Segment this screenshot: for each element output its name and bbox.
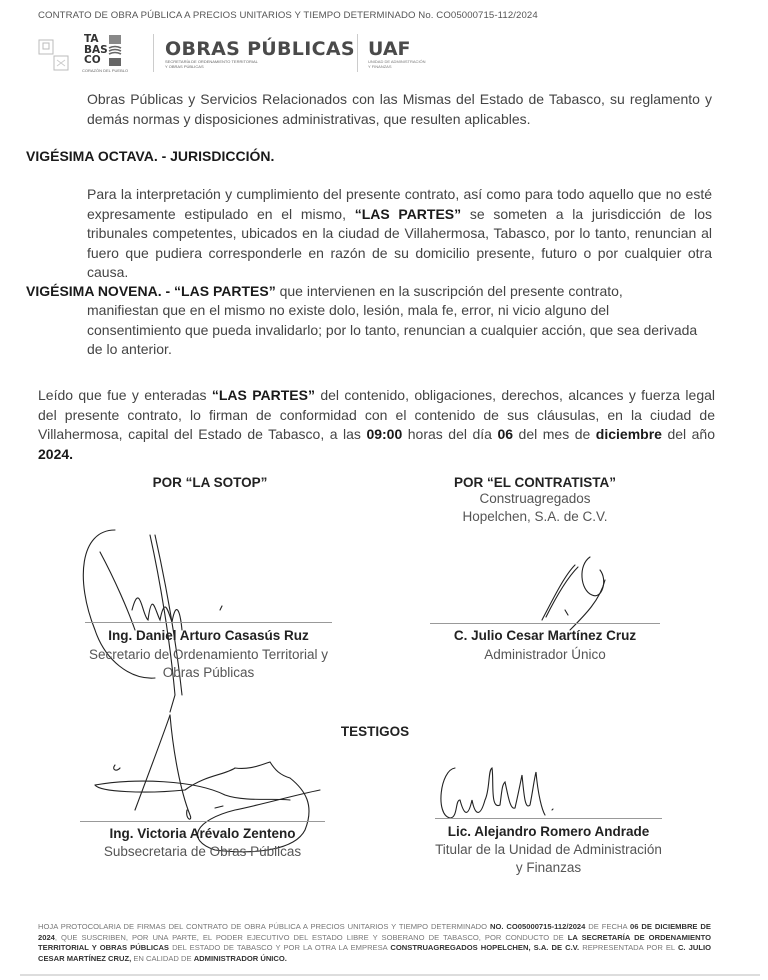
closing-time: 09:00 [366,426,403,442]
tabasco-logo-line-3: CO [84,54,101,66]
testigo-1-name: Ing. Victoria Arévalo Zenteno [109,826,296,841]
footer-date: 06 DE DICIEMBRE DE 2024 [38,922,711,942]
clause-29-text-first: que intervienen en la suscripción del presente contrato, [275,283,623,299]
sotop-heading: POR “LA SOTOP” [152,475,268,490]
testigo-2-role-line-1: Titular de la Unidad de Administración [435,842,662,857]
closing-paragraph [38,386,715,464]
obras-subtitle-line-2: Y OBRAS PÚBLICAS [165,64,204,69]
obras-publicas-title: OBRAS PÚBLICAS [165,38,355,60]
clause-28-heading: VIGÉSIMA OCTAVA. - JURISDICCIÓN. [26,148,275,164]
signature-testigo-2 [430,760,610,830]
testigo-2-role [395,841,702,877]
signature-line [85,622,332,623]
footer-contract-no: NO. CO05000715-112/2024 [489,922,586,931]
tabasco-emblem-icon [108,35,122,67]
logo-divider [357,34,358,72]
clause-28-text [87,185,712,283]
tabasco-logo-line-2: BAS [84,43,108,56]
footer-t5: REPRESENTADA POR EL [579,943,678,953]
company-line-1: Construagregados [479,491,591,506]
closing-t1: Leído que fue y enteradas [38,387,212,403]
contratista-heading: POR “EL CONTRATISTA” [454,475,616,490]
footer-t3: , QUE SUSCRIBEN, POR UNA PARTE, EL PODER EJECUTIVO DEL ESTADO LIBRE Y SOBERANO DE TABASCO, POR CONDUCTO DE [54,932,568,942]
obras-subtitle-line-1: SECRETARÍA DE ORDENAMIENTO TERRITORIAL [165,59,258,64]
clause-29-heading: VIGÉSIMA NOVENA. - “LAS PARTES” [26,283,276,299]
testigo-1-role: Subsecretaria de Obras Públicas [103,844,302,859]
tabasco-logo-subtitle: CORAZÓN DEL PUEBLO [82,68,129,73]
signature-line [80,821,325,822]
footer-t4: DEL ESTADO DE TABASCO Y POR LA OTRA LA EMPRESA [169,943,391,953]
footer-secretaria: LA SECRETARÍA DE ORDENAMIENTO TERRITORIAL Y OBRAS PÚBLICAS [38,932,711,953]
company-line-2: Hopelchen, S.A. de C.V. [462,509,608,524]
clause-28-text-b: se someten a la jurisdicción de los tribunales competentes, ubicados en la ciudad de Villahermosa, Tabasco, por lo tanto, renuncian al fuero que pudiera corresponderle en razón de su domicilio presente, futuro o por cualquier otra causa. [87,205,713,280]
closing-day: 06 [497,426,514,442]
closing-t3: horas del día [402,426,498,442]
footer-company: CONSTRUAGREGADOS HOPELCHEN, S.A. DE C.V. [390,943,580,953]
uaf-subtitle [368,59,426,69]
las-partes-bold: “LAS PARTES” [354,205,462,222]
signature-line [430,623,660,624]
sotop-role-line-2: Obras Públicas [162,665,255,680]
footer-representative: C. JULIO CESAR MARTÍNEZ CRUZ, [38,943,711,963]
obras-publicas-subtitle [165,59,258,69]
clause-29-first-line [26,282,716,302]
testigo-2-name: Lic. Alejandro Romero Andrade [447,824,650,839]
contratista-signer-role: Administrador Único [484,647,606,662]
bottom-rule [20,974,760,976]
signature-line [435,818,662,819]
clause-29-text: manifiestan que en el mismo no existe dolo, lesión, mala fe, error, ni vicio alguno del consentimiento que pueda invalidarlo; por lo tanto, renuncian a cualquier acción, que sea derivada de lo anterior. [87,302,698,357]
contract-reference: CONTRATO DE OBRA PÚBLICA A PRECIOS UNITARIOS Y TIEMPO DETERMINADO No. CO05000715-112/2024 [38,10,538,21]
testigo-2-role-line-2: y Finanzas [515,860,582,875]
testigos-heading: TESTIGOS [340,724,410,739]
closing-month: diciembre [595,426,662,442]
footer-t6: EN CALIDAD DE [131,953,194,963]
closing-b1: “LAS PARTES” [211,387,315,403]
footer-t2: DE FECHA [585,922,631,931]
closing-t5: del año [661,426,716,442]
protocol-footer [38,922,711,964]
sotop-role-line-1: Secretario de Ordenamiento Territorial y [88,647,329,662]
clause-28-text-a: Para la interpretación y cumplimiento del presente contrato, así como para todo aquello que no esté expresamente estipulado en el mismo, [87,186,712,222]
sotop-signer-role [40,646,377,682]
tabasco-logo [84,34,108,66]
uaf-title: UAF [368,38,411,60]
footer-t1: HOJA PROTOCOLARIA DE FIRMAS DEL CONTRATO DE OBRA PÚBLICA A PRECIOS UNITARIOS Y TIEMPO DETERMINADO [38,922,490,931]
closing-t4: del mes de [513,426,596,442]
tabasco-logo-line-1: TA [84,33,99,45]
sotop-signer-name: Ing. Daniel Arturo Casasús Ruz [108,628,309,643]
coat-of-arms-icon [37,38,73,74]
uaf-subtitle-line-1: UNIDAD DE ADMINISTRACIÓN [368,59,426,64]
logo-divider [153,34,154,72]
contratista-signer-name: C. Julio Cesar Martínez Cruz [453,628,637,643]
intro-paragraph: Obras Públicas y Servicios Relacionados con las Mismas del Estado de Tabasco, su reglamento y demás normas y disposiciones administrativas, que resulten aplicables. [87,91,712,127]
footer-role: ADMINISTRADOR ÚNICO. [193,953,287,963]
contratista-company [425,490,645,526]
uaf-subtitle-line-2: Y FINANZAS [368,64,392,69]
closing-t2: del contenido, obligaciones, derechos, alcances y fuerza legal del presente contrato, lo firman de conformidad con el contenido de sus cláusulas, en la ciudad de Villahermosa, capital del Estado de Tabasco, a las [38,387,716,442]
closing-year: 2024. [38,445,74,462]
